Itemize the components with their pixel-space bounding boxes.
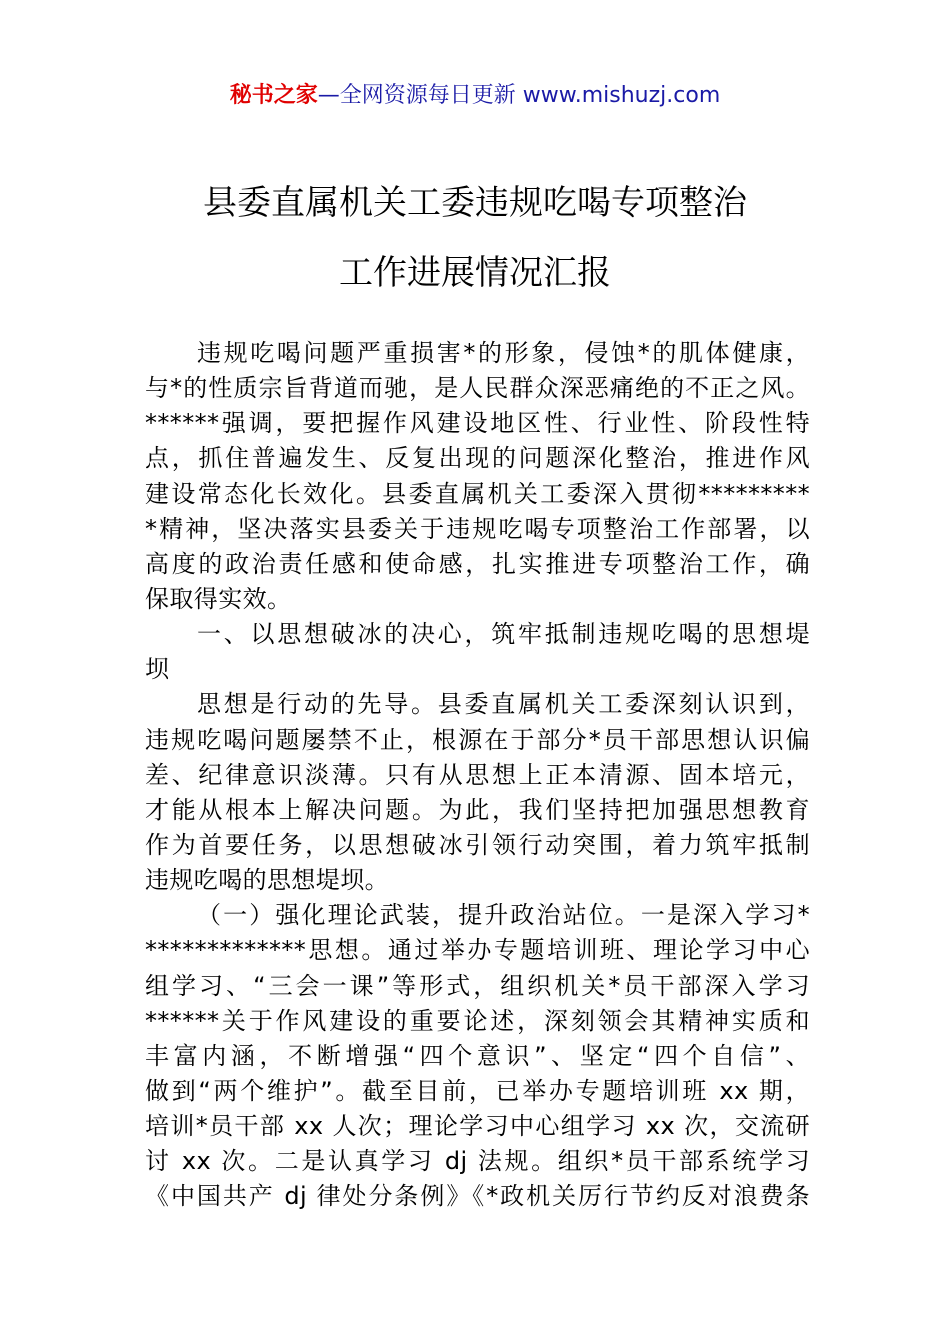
body-line: 保取得实效。 [145, 584, 292, 613]
body-line: 培训*员干部 xx 人次；理论学习中心组学习 xx 次，交流研 [145, 1112, 810, 1141]
body-line: 丰富内涵，不断增强“四个意识”、坚定“四个自信”、 [145, 1041, 810, 1070]
document-title-line-1: 县委直属机关工委违规吃喝专项整治 [203, 183, 747, 223]
body-line: 做到“两个维护”。截至目前，已举办专题培训班 xx 期， [145, 1076, 810, 1105]
body-line: *精神，坚决落实县委关于违规吃喝专项整治工作部署，以 [145, 514, 810, 543]
body-line: 讨 xx 次。二是认真学习 dj 法规。组织*员干部系统学习 [145, 1147, 810, 1176]
body-line: 差、纪律意识淡薄。只有从思想上正本清源、固本培元， [145, 760, 810, 789]
body-line: 违规吃喝问题严重损害*的形象，侵蚀*的肌体健康， [197, 339, 810, 367]
body-line: 才能从根本上解决问题。为此，我们坚持把加强思想教育 [145, 795, 810, 824]
body-line: 高度的政治责任感和使命感，扎实推进专项整治工作，确 [145, 549, 810, 578]
site-url-link[interactable]: www.mishuzj.com [522, 83, 721, 108]
body-line: *************思想。通过举办专题培训班、理论学习中心 [145, 936, 810, 965]
body-line: （一）强化理论武装，提升政治站位。一是深入学习* [197, 901, 810, 930]
body-line: 违规吃喝问题屡禁不止，根源在于部分*员干部思想认识偏 [145, 725, 810, 754]
body-line: 作为首要任务，以思想破冰引领行动突围，着力筑牢抵制 [145, 830, 810, 859]
body-line: 《中国共产 dj 律处分条例》《*政机关厉行节约反对浪费条 [145, 1182, 810, 1211]
body-line: 建设常态化长效化。县委直属机关工委深入贯彻********* [145, 479, 810, 508]
site-header [0, 80, 950, 112]
document-body [145, 336, 810, 1215]
body-line: 与*的性质宗旨背道而驰，是人民群众深恶痛绝的不正之风。 [145, 374, 810, 403]
body-line: 组学习、“三会一课”等形式，组织机关*员干部深入学习 [145, 971, 810, 1000]
site-tagline: —全网资源每日更新 [317, 83, 523, 108]
body-line: ******关于作风建设的重要论述，深刻领会其精神实质和 [145, 1006, 810, 1035]
body-line: 思想是行动的先导。县委直属机关工委深刻认识到， [197, 690, 810, 719]
body-line: 违规吃喝的思想堤坝。 [145, 866, 389, 895]
section-heading-line: 坝 [145, 655, 170, 684]
section-heading-line: 一、以思想破冰的决心，筑牢抵制违规吃喝的思想堤 [197, 620, 810, 649]
body-line: 点，抓住普遍发生、反复出现的问题深化整治，推进作风 [145, 444, 810, 473]
document-title-line-2: 工作进展情况汇报 [339, 253, 611, 293]
body-line: ******强调，要把握作风建设地区性、行业性、阶段性特 [145, 409, 810, 438]
site-brand: 秘书之家 [229, 83, 318, 108]
